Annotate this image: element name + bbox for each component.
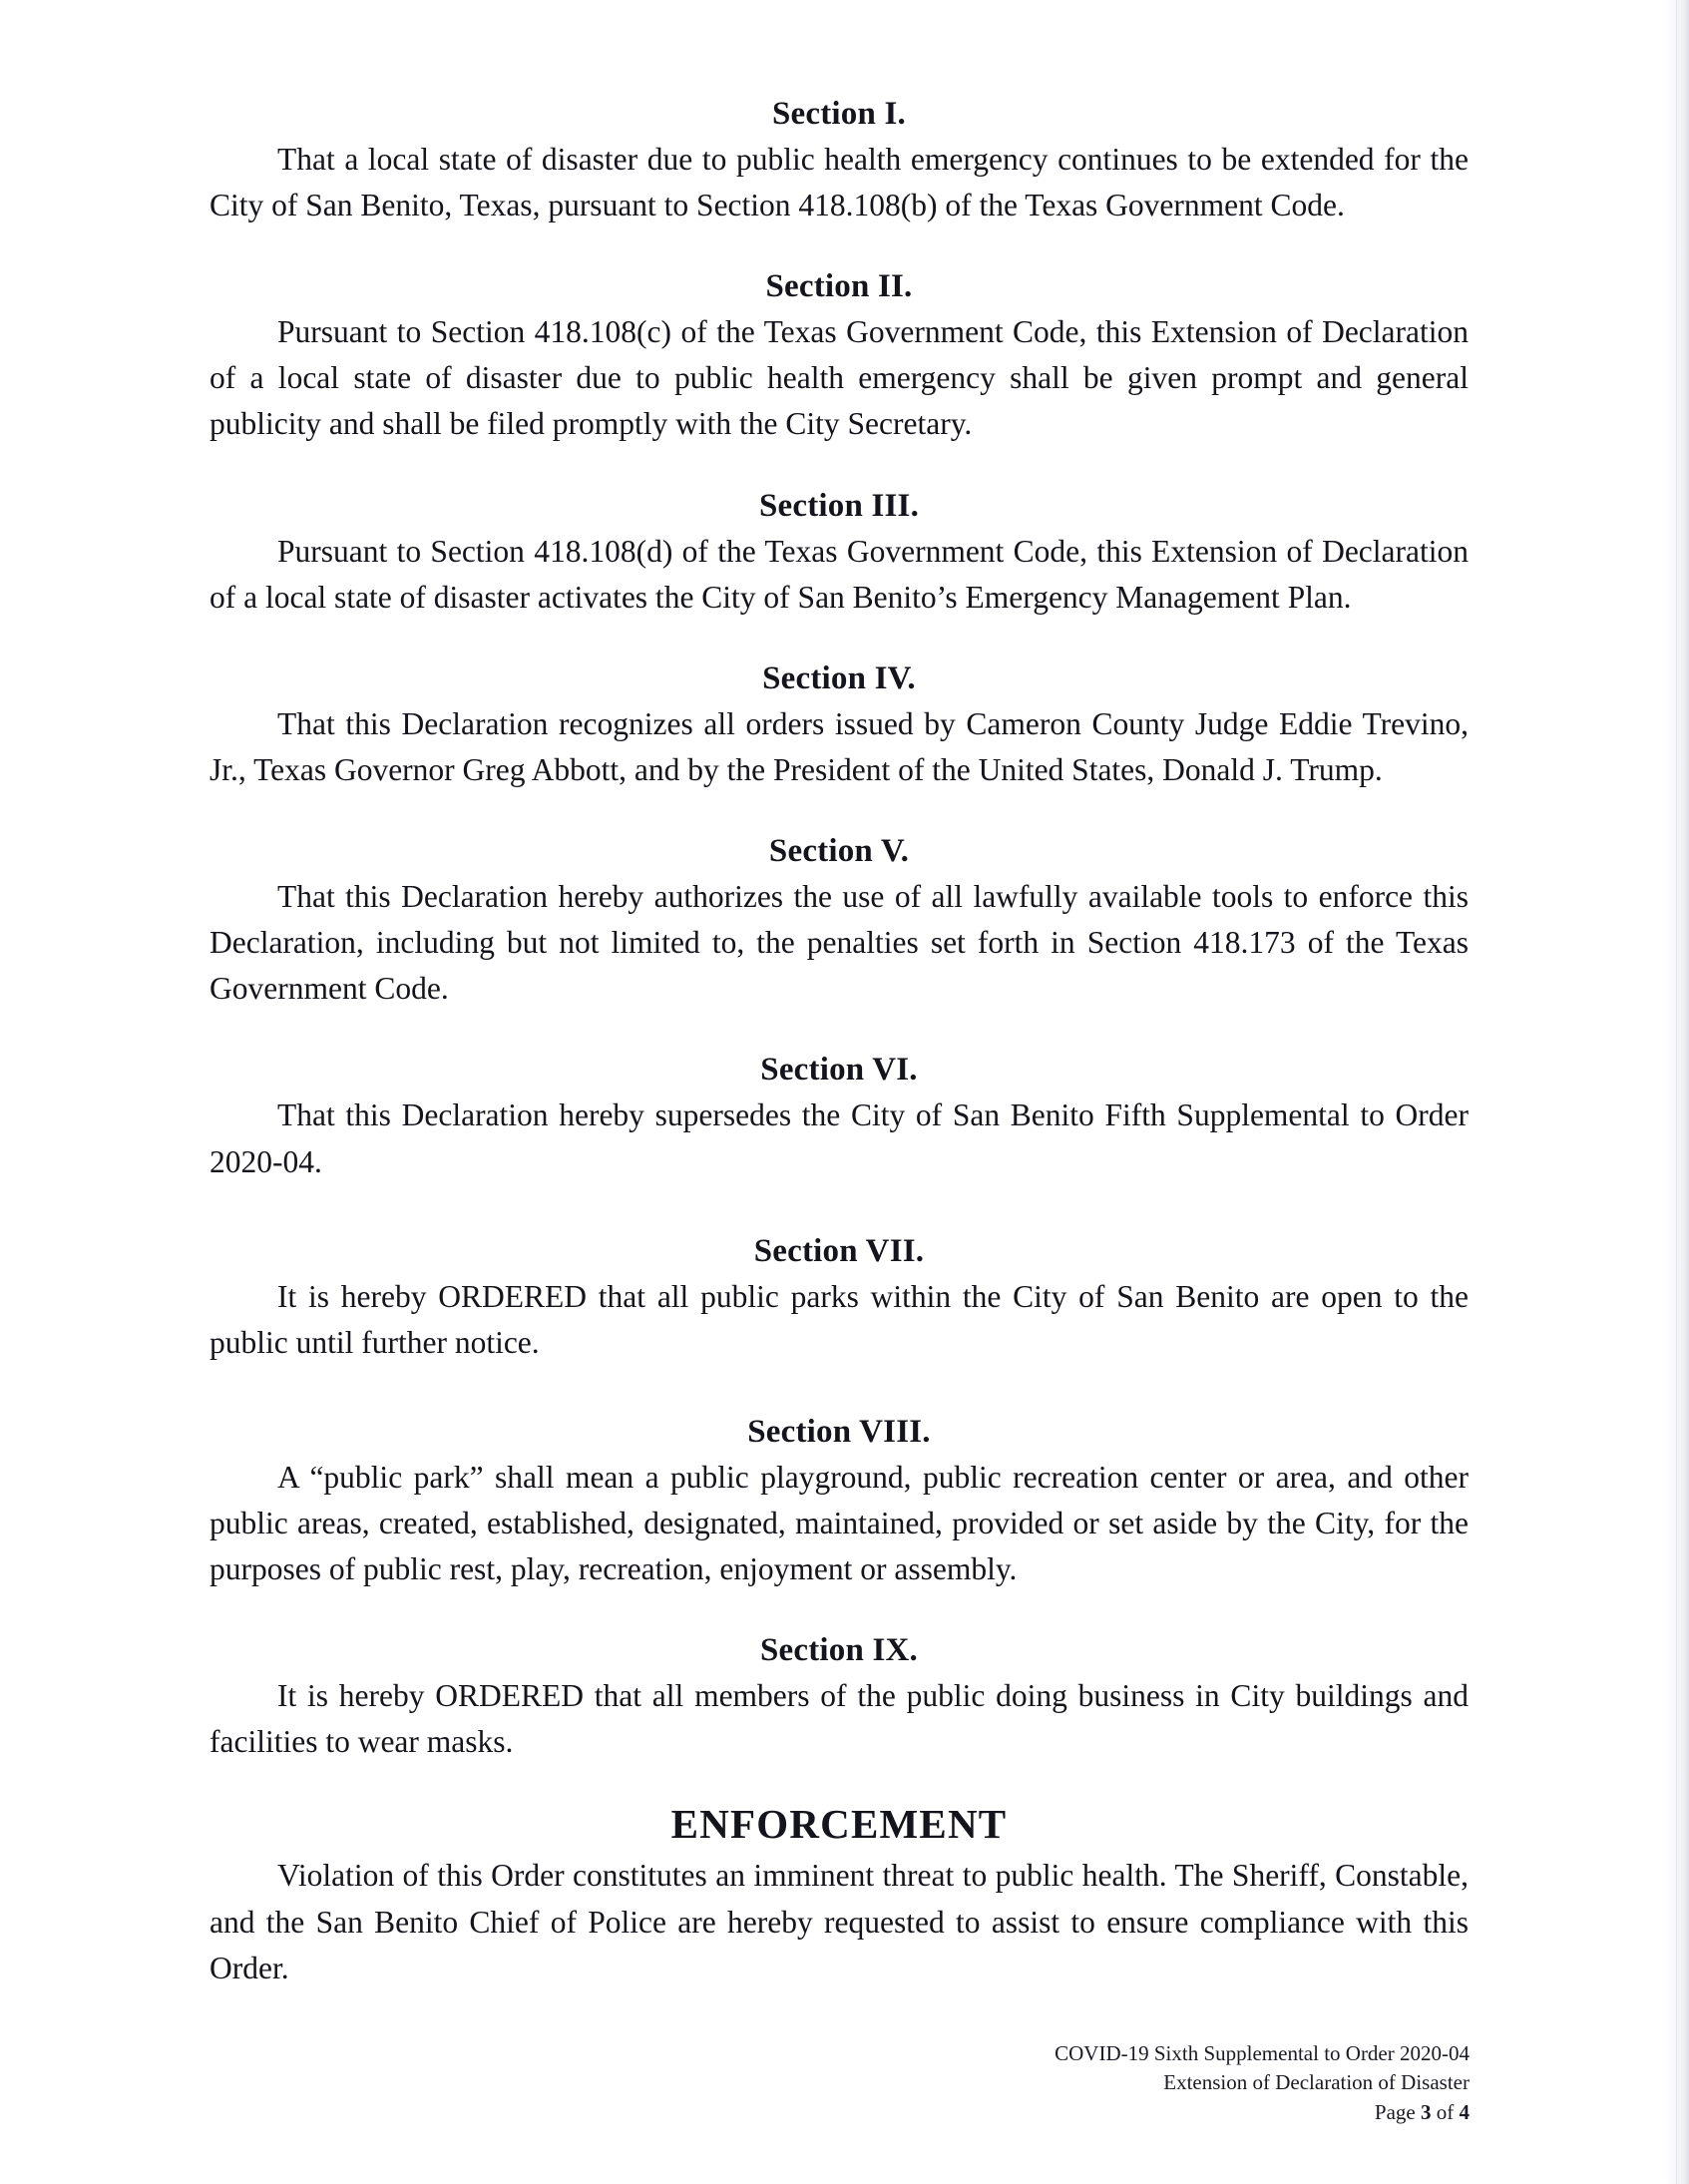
- page-footer: [771, 2039, 1470, 2128]
- section-block-5: [210, 833, 1469, 1012]
- footer-page-prefix: Page: [1374, 2100, 1421, 2125]
- section-body-7: It is hereby ORDERED that all public parks within the City of San Benito are open to the public until further notice.: [210, 1278, 1469, 1360]
- section-body-8: A “public park” shall mean a public playground, public recreation center or area, and other public areas, created, established, designated, maintained, provided or set aside by the City, for the purposes of public rest, play, recreation, enjoyment or assembly.: [210, 1459, 1469, 1587]
- section-body-6: That this Declaration hereby supersedes the City of San Benito Fifth Supplemental to Order 2020-04.: [210, 1097, 1469, 1179]
- section-heading-7: Section VII.: [753, 1232, 925, 1269]
- footer-page-line: [771, 2098, 1470, 2128]
- footer-page-current: 3: [1421, 2100, 1432, 2125]
- section-block-9: [210, 1632, 1469, 1765]
- section-block-3: [210, 488, 1469, 621]
- enforcement-body: Violation of this Order constitutes an imminent threat to public health. The Sheriff, Constable, and the San Benito Chief of Police are hereby requested to assist to ensure compliance with this Order.: [210, 1858, 1469, 1985]
- footer-page-total: 4: [1459, 2100, 1470, 2125]
- section-heading-2: Section II.: [765, 268, 913, 305]
- section-body-1: That a local state of disaster due to public health emergency continues to be extended for the City of San Benito, Texas, pursuant to Section 418.108(b) of the Texas Government Code.: [210, 141, 1469, 223]
- footer-subtitle-line: Extension of Declaration of Disaster: [1163, 2070, 1470, 2095]
- section-heading-6: Section VI.: [760, 1052, 918, 1089]
- scan-edge-artifact: [1663, 0, 1689, 2184]
- section-block-2: [210, 268, 1469, 447]
- enforcement-heading: ENFORCEMENT: [670, 1800, 1008, 1847]
- scan-edge-line: [1676, 0, 1677, 2184]
- section-heading-4: Section IV.: [762, 659, 916, 696]
- section-heading-3: Section III.: [758, 487, 920, 524]
- footer-page-middle: of: [1431, 2100, 1460, 2125]
- section-body-5: That this Declaration hereby authorizes the use of all lawfully available tools to enforce this Declaration, including but not limited to, the penalties set forth in Section 418.173 of the Texas Government Code.: [210, 879, 1469, 1007]
- section-body-2: Pursuant to Section 418.108(c) of the Texas Government Code, this Extension of Declaration of a local state of disaster due to public health emergency shall be given prompt and general publicity and shall be filed promptly with the City Secretary.: [210, 314, 1469, 442]
- section-heading-8: Section VIII.: [747, 1413, 931, 1450]
- section-block-6: [210, 1052, 1469, 1184]
- section-heading-9: Section IX.: [759, 1632, 919, 1669]
- section-body-9: It is hereby ORDERED that all members of the public doing business in City buildings and facilities to wear masks.: [210, 1678, 1469, 1760]
- section-block-7: [210, 1233, 1469, 1366]
- section-body-4: That this Declaration recognizes all orders issued by Cameron County Judge Eddie Trevino, Jr., Texas Governor Greg Abbott, and by the President of the United States, Donald J. Trump.: [210, 705, 1469, 787]
- section-body-3: Pursuant to Section 418.108(d) of the Texas Government Code, this Extension of Declaration of a local state of disaster activates the City of San Benito’s Emergency Management Plan.: [210, 533, 1469, 615]
- section-heading-5: Section V.: [768, 833, 910, 870]
- section-block-4: [210, 660, 1469, 793]
- section-block-1: [210, 96, 1469, 228]
- section-heading-1: Section I.: [772, 96, 906, 132]
- section-block-8: [210, 1414, 1469, 1592]
- enforcement-block: [210, 1802, 1469, 1991]
- footer-title-line: COVID-19 Sixth Supplemental to Order 2020-04: [1055, 2040, 1470, 2065]
- document-body: [210, 96, 1469, 2031]
